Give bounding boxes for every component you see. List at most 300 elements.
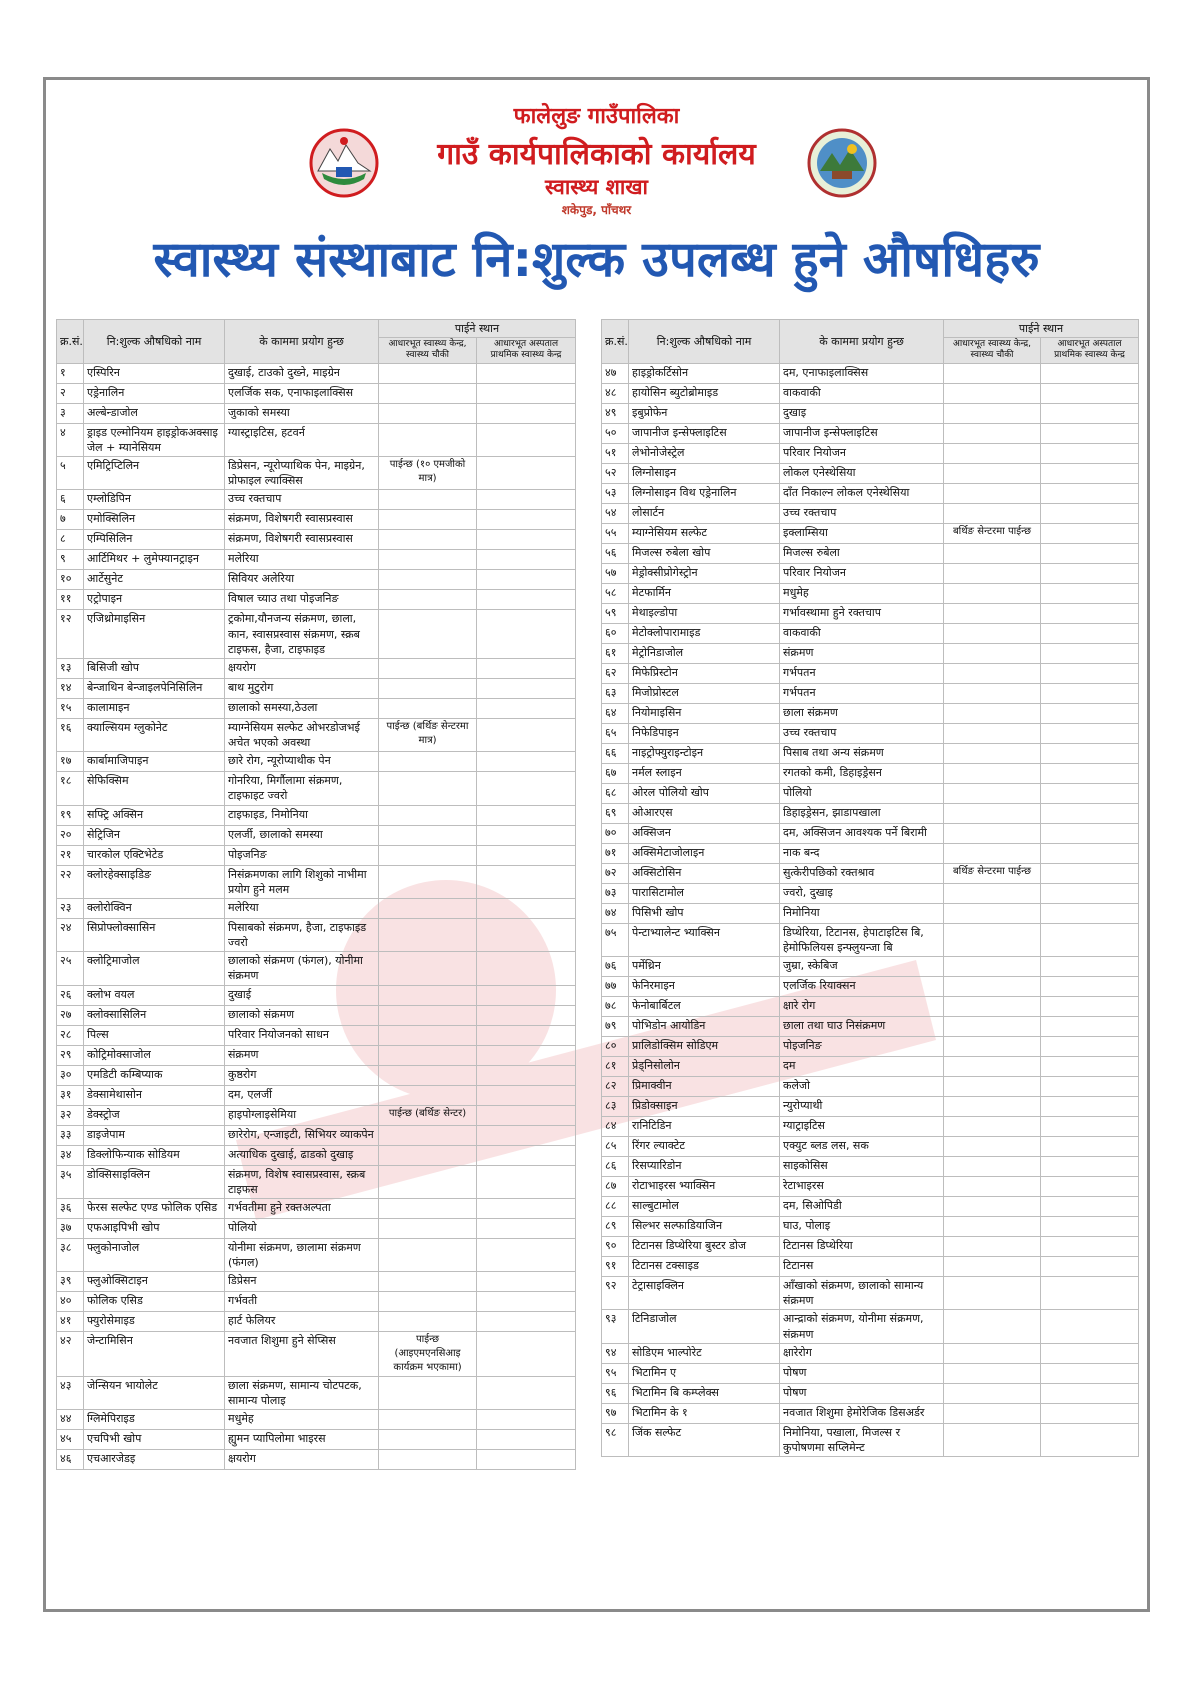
place-health-post <box>944 1137 1041 1157</box>
place-health-post <box>944 463 1041 483</box>
row-serial: ९५ <box>602 1363 629 1383</box>
medicine-use: गर्भपतन <box>780 663 944 683</box>
place-health-post <box>379 898 477 918</box>
table-row <box>57 698 576 718</box>
medicine-name: पर्मेथ्रिन <box>629 957 780 977</box>
place-hospital <box>477 383 576 403</box>
table-row <box>57 1105 576 1125</box>
row-serial: ५४ <box>602 503 629 523</box>
row-serial: ३१ <box>57 1085 84 1105</box>
table-row <box>57 530 576 550</box>
table-row <box>57 1430 576 1450</box>
place-health-post <box>944 1157 1041 1177</box>
place-hospital <box>477 752 576 772</box>
place-hospital <box>1041 723 1139 743</box>
medicine-name: क्लोभ वयल <box>84 985 225 1005</box>
table-row <box>57 1410 576 1430</box>
medicine-name: बिसिजी खोप <box>84 658 225 678</box>
row-serial: १ <box>57 363 84 383</box>
row-serial: ४८ <box>602 383 629 403</box>
medicine-use: नवजात शिशुमा हुने सेप्सिस <box>225 1332 379 1376</box>
table-row <box>602 1277 1139 1310</box>
col-place1-header: आधारभूत स्वास्थ्य केन्द्र, स्वास्थ्य चौकी <box>944 338 1041 364</box>
place-hospital <box>1041 663 1139 683</box>
medicine-use: छाला तथा घाउ निसंक्रमण <box>780 1017 944 1037</box>
table-row <box>57 845 576 865</box>
place-health-post <box>379 590 477 610</box>
place-health-post <box>379 1238 477 1271</box>
place-hospital <box>1041 563 1139 583</box>
place-health-post <box>944 997 1041 1017</box>
place-health-post <box>944 1403 1041 1423</box>
row-serial: २४ <box>57 918 84 951</box>
place-health-post <box>944 543 1041 563</box>
table-row <box>602 563 1139 583</box>
row-serial: १६ <box>57 718 84 751</box>
place-health-post <box>944 423 1041 443</box>
table-row <box>57 1376 576 1409</box>
place-health-post <box>944 363 1041 383</box>
row-serial: ९६ <box>602 1383 629 1403</box>
row-serial: ३८ <box>57 1238 84 1271</box>
place-health-post <box>379 658 477 678</box>
place-health-post <box>944 957 1041 977</box>
place-health-post <box>379 490 477 510</box>
table-row <box>602 1177 1139 1197</box>
medicine-name: प्रालिडोक्सिम सोडिएम <box>629 1037 780 1057</box>
medicine-use: विषाल च्याउ तथा पोइजनिङ <box>225 590 379 610</box>
medicine-use: पोषण <box>780 1383 944 1403</box>
table-row <box>602 663 1139 683</box>
table-row <box>602 923 1139 956</box>
row-serial: ६५ <box>602 723 629 743</box>
place-hospital <box>1041 543 1139 563</box>
col-place2-header: आधारभूत अस्पताल प्राथमिक स्वास्थ्य केन्द्र <box>1041 338 1139 364</box>
row-serial: ५० <box>602 423 629 443</box>
table-row <box>602 523 1139 543</box>
medicine-use: डिप्रेसन <box>225 1272 379 1292</box>
table-row <box>57 570 576 590</box>
place-health-post <box>944 1343 1041 1363</box>
medicine-name: जेन्सियन भायोलेट <box>84 1376 225 1409</box>
place-hospital <box>477 1272 576 1292</box>
medicine-use: पोइजनिङ <box>780 1037 944 1057</box>
medicine-name: क्लोरोक्विन <box>84 898 225 918</box>
place-hospital <box>1041 1057 1139 1077</box>
medicine-name: एमडिटी कम्बिप्याक <box>84 1065 225 1085</box>
row-serial: ८९ <box>602 1217 629 1237</box>
medicine-name: चारकोल एक्टिभेटेड <box>84 845 225 865</box>
office-address: शकेपुड, पाँचथर <box>561 203 632 217</box>
row-serial: १३ <box>57 658 84 678</box>
place-hospital <box>1041 843 1139 863</box>
place-health-post <box>379 698 477 718</box>
place-hospital <box>477 658 576 678</box>
place-health-post <box>379 610 477 659</box>
medicine-name: मेटफार्मिन <box>629 583 780 603</box>
medicine-use: गर्भवती <box>225 1292 379 1312</box>
table-row <box>57 1005 576 1025</box>
medicine-use: क्षारेरोग <box>780 1343 944 1363</box>
medicine-name: एस्पिरिन <box>84 363 225 383</box>
medicine-use: छाला संक्रमण, सामान्य चोटपटक, सामान्य पोलाइ <box>225 1376 379 1409</box>
medicine-use: एलर्जी, छालाको समस्या <box>225 825 379 845</box>
medicine-use: संक्रमण, विशेषगरी स्वासप्रस्वास <box>225 510 379 530</box>
medicine-use: ज्वरो, दुखाइ <box>780 883 944 903</box>
medicine-name: फेनिरमाइन <box>629 977 780 997</box>
municipality-name: फालेलुङ गाउँपालिका <box>513 104 680 129</box>
place-hospital <box>477 845 576 865</box>
row-serial: ६७ <box>602 763 629 783</box>
row-serial: ८ <box>57 530 84 550</box>
place-hospital <box>1041 443 1139 463</box>
medicine-use: कलेजो <box>780 1077 944 1097</box>
table-row <box>57 1045 576 1065</box>
medicine-use: डिहाइड्रेसन, झाडापखाला <box>780 803 944 823</box>
place-health-post: पाईन्छ (बर्थिङ सेन्टर) <box>379 1105 477 1125</box>
medicine-use: मधुमेह <box>225 1410 379 1430</box>
medicine-name: जेन्टामिसिन <box>84 1332 225 1376</box>
table-row <box>602 1383 1139 1403</box>
row-serial: ६३ <box>602 683 629 703</box>
row-serial: १५ <box>57 698 84 718</box>
medicine-name: एचपिभी खोप <box>84 1430 225 1450</box>
table-row <box>57 658 576 678</box>
place-hospital <box>477 457 576 490</box>
col-use-header: के काममा प्रयोग हुन्छ <box>780 320 944 364</box>
place-hospital <box>477 1105 576 1125</box>
place-hospital <box>1041 463 1139 483</box>
row-serial: ७९ <box>602 1017 629 1037</box>
table-row <box>602 977 1139 997</box>
row-serial: ७३ <box>602 883 629 903</box>
medicine-name: ग्लिमेपिराइड <box>84 1410 225 1430</box>
medicine-use: दुखाई, टाउको दुख्ने, माइग्रेन <box>225 363 379 383</box>
medicine-use: छारेरोग, एन्जाइटी, सिभियर व्याकपेन <box>225 1125 379 1145</box>
row-serial: ५२ <box>602 463 629 483</box>
row-serial: ७८ <box>602 997 629 1017</box>
place-hospital <box>477 1430 576 1450</box>
place-hospital <box>477 1292 576 1312</box>
place-hospital <box>477 610 576 659</box>
medicine-use: वाकवाकी <box>780 623 944 643</box>
place-hospital <box>1041 1363 1139 1383</box>
medicine-name: मेथाइल्डोपा <box>629 603 780 623</box>
row-serial: ३६ <box>57 1198 84 1218</box>
table-row <box>602 903 1139 923</box>
medicine-name: टिटानस डिप्थेरिया बुस्टर डोज <box>629 1237 780 1257</box>
medicine-use: क्षारे रोग <box>780 997 944 1017</box>
table-row <box>57 898 576 918</box>
medicine-use: परिवार नियोजनको साधन <box>225 1025 379 1045</box>
table-row <box>57 1085 576 1105</box>
medicine-name: भिटामिन के १ <box>629 1403 780 1423</box>
medicine-use: हाइपोग्लाइसेमिया <box>225 1105 379 1125</box>
place-hospital <box>477 1410 576 1430</box>
row-serial: ५३ <box>602 483 629 503</box>
medicine-use: जुम्रा, स्केबिज <box>780 957 944 977</box>
table-row <box>602 1117 1139 1137</box>
table-row <box>602 703 1139 723</box>
row-serial: २१ <box>57 845 84 865</box>
place-hospital <box>477 805 576 825</box>
place-hospital <box>1041 503 1139 523</box>
medicine-use: एलर्जिक रियाक्सन <box>780 977 944 997</box>
medicine-name: डाइजेपाम <box>84 1125 225 1145</box>
table-row <box>602 863 1139 883</box>
row-serial: ७२ <box>602 863 629 883</box>
medicine-use: मलेरिया <box>225 550 379 570</box>
row-serial: ९१ <box>602 1257 629 1277</box>
place-health-post <box>379 1312 477 1332</box>
place-health-post <box>379 825 477 845</box>
medicine-use: टिटानस डिप्थेरिया <box>780 1237 944 1257</box>
place-health-post <box>379 1292 477 1312</box>
place-health-post <box>379 805 477 825</box>
row-serial: ३ <box>57 403 84 423</box>
table-row <box>602 443 1139 463</box>
medicine-name: नाइट्रोफ्युराइन्टोइन <box>629 743 780 763</box>
table-row <box>602 843 1139 863</box>
row-serial: १४ <box>57 678 84 698</box>
row-serial: ५६ <box>602 543 629 563</box>
medicine-use: जापानीज इन्सेफ्लाइटिस <box>780 423 944 443</box>
place-hospital <box>477 918 576 951</box>
place-health-post <box>944 883 1041 903</box>
medicine-use: रेटाभाइरस <box>780 1177 944 1197</box>
medicine-name: आर्टेसुनेट <box>84 570 225 590</box>
row-serial: ८५ <box>602 1137 629 1157</box>
row-serial: ५९ <box>602 603 629 623</box>
place-health-post <box>944 763 1041 783</box>
place-health-post <box>379 1198 477 1218</box>
medicine-name: मेड्रोक्सीप्रोगेस्ट्रोन <box>629 563 780 583</box>
medicine-use: म्याग्नेसियम सल्फेट ओभरडोजभई अचेत भएको अवस्था <box>225 718 379 751</box>
medicine-use: पोइजनिङ <box>225 845 379 865</box>
table-row <box>57 1312 576 1332</box>
medicine-use: कुष्ठरोग <box>225 1065 379 1085</box>
table-row <box>57 1292 576 1312</box>
place-health-post <box>379 1045 477 1065</box>
medicine-name: क्याल्सियम ग्लुकोनेट <box>84 718 225 751</box>
place-hospital <box>477 865 576 898</box>
place-hospital <box>1041 803 1139 823</box>
place-health-post <box>944 1217 1041 1237</box>
row-serial: ७५ <box>602 923 629 956</box>
row-serial: ७० <box>602 823 629 843</box>
place-hospital <box>477 898 576 918</box>
place-health-post: बर्थिङ सेन्टरमा पाईन्छ <box>944 523 1041 543</box>
place-hospital <box>477 678 576 698</box>
place-health-post <box>379 1145 477 1165</box>
row-serial: ९४ <box>602 1343 629 1363</box>
row-serial: १७ <box>57 752 84 772</box>
medicine-name: एड्रेनालिन <box>84 383 225 403</box>
place-health-post <box>944 1423 1041 1456</box>
place-health-post <box>944 1383 1041 1403</box>
table-row <box>57 550 576 570</box>
medicine-name: फेनोबार्बिटल <box>629 997 780 1017</box>
medicine-name: निफेडिपाइन <box>629 723 780 743</box>
medicine-name: एट्रोपाइन <box>84 590 225 610</box>
medicine-name: एमोक्सिलिन <box>84 510 225 530</box>
medicine-name: ड्राइड एल्मोनियम हाइड्रोकअक्साइ जेल + म्यानेसियम <box>84 423 225 456</box>
row-serial: ११ <box>57 590 84 610</box>
medicine-use: इक्लाम्सिया <box>780 523 944 543</box>
medicine-name: जिंक सल्फेट <box>629 1423 780 1456</box>
place-hospital <box>1041 603 1139 623</box>
table-row <box>57 1125 576 1145</box>
medicine-use: बाथ मुटुरोग <box>225 678 379 698</box>
place-hospital <box>1041 523 1139 543</box>
place-hospital <box>477 1125 576 1145</box>
medicine-use: पोलियो <box>225 1218 379 1238</box>
row-serial: ६८ <box>602 783 629 803</box>
row-serial: ७४ <box>602 903 629 923</box>
table-row <box>602 1137 1139 1157</box>
medicine-name: भिटामिन बि कम्प्लेक्स <box>629 1383 780 1403</box>
medicine-name: भिटामिन ए <box>629 1363 780 1383</box>
table-row <box>602 403 1139 423</box>
place-hospital <box>477 1065 576 1085</box>
table-row <box>602 1403 1139 1423</box>
medicine-name: फ्युरोसेमाइड <box>84 1312 225 1332</box>
place-health-post <box>944 483 1041 503</box>
place-hospital <box>1041 1257 1139 1277</box>
medicine-use: दम, एलर्जी <box>225 1085 379 1105</box>
place-health-post <box>379 1376 477 1409</box>
place-hospital <box>1041 923 1139 956</box>
place-health-post <box>379 918 477 951</box>
medicine-use: अत्याधिक दुखाई, ढाडको दुखाइ <box>225 1145 379 1165</box>
place-hospital <box>477 1045 576 1065</box>
medicine-use: नाक बन्द <box>780 843 944 863</box>
place-health-post <box>944 1257 1041 1277</box>
row-serial: ९० <box>602 1237 629 1257</box>
table-row <box>602 363 1139 383</box>
place-health-post <box>944 1197 1041 1217</box>
medicine-use: मिजल्स रुबेला <box>780 543 944 563</box>
table-row <box>57 403 576 423</box>
medicine-use: संक्रमण, विशेषगरी स्वासप्रस्वास <box>225 530 379 550</box>
row-serial: ४५ <box>57 1430 84 1450</box>
place-health-post <box>944 1363 1041 1383</box>
place-health-post <box>944 1277 1041 1310</box>
table-row <box>57 952 576 985</box>
medicine-name: नियोमाइसिन <box>629 703 780 723</box>
medicine-use: उच्च रक्तचाप <box>780 723 944 743</box>
place-hospital <box>1041 683 1139 703</box>
place-health-post <box>944 1310 1041 1343</box>
table-row <box>602 723 1139 743</box>
medicine-use: ट्रकोमा,यौनजन्य संक्रमण, छाला, कान, स्वासप्रस्वास संक्रमण, स्क्रब टाइफस, हैजा, टाइफाइड <box>225 610 379 659</box>
place-hospital <box>477 570 576 590</box>
table-row <box>57 1198 576 1218</box>
medicine-use: मलेरिया <box>225 898 379 918</box>
row-serial: ३९ <box>57 1272 84 1292</box>
medicine-name: एजिथ्रोमाइसिन <box>84 610 225 659</box>
place-health-post <box>379 1165 477 1198</box>
table-row <box>57 1450 576 1470</box>
medicine-use: छाला संक्रमण <box>780 703 944 723</box>
medicine-use: पिसाब तथा अन्य संक्रमण <box>780 743 944 763</box>
medicine-use: क्षयरोग <box>225 1450 379 1470</box>
place-hospital <box>1041 903 1139 923</box>
row-serial: २ <box>57 383 84 403</box>
row-serial: ४६ <box>57 1450 84 1470</box>
row-serial: ८३ <box>602 1097 629 1117</box>
table-row <box>602 1197 1139 1217</box>
row-serial: ७१ <box>602 843 629 863</box>
medicine-use: योनीमा संक्रमण, छालामा संक्रमण (फंगल) <box>225 1238 379 1271</box>
row-serial: ७६ <box>602 957 629 977</box>
medicine-name: डेक्स्ट्रोज <box>84 1105 225 1125</box>
medicine-name: लेभोनोजेस्ट्रेल <box>629 443 780 463</box>
table-row <box>57 865 576 898</box>
place-hospital <box>477 530 576 550</box>
row-serial: ८८ <box>602 1197 629 1217</box>
place-health-post <box>379 403 477 423</box>
medicine-name: टेट्रासाइक्लिन <box>629 1277 780 1310</box>
place-health-post <box>944 1177 1041 1197</box>
place-health-post <box>379 985 477 1005</box>
place-health-post <box>944 823 1041 843</box>
medicine-name: एफआइपिभी खोप <box>84 1218 225 1238</box>
place-health-post <box>379 1025 477 1045</box>
medicine-name: सिल्भर सल्फाडियाजिन <box>629 1217 780 1237</box>
place-hospital <box>1041 383 1139 403</box>
medicine-name: डोक्सिसाइक्लिन <box>84 1165 225 1198</box>
table-row <box>602 1037 1139 1057</box>
place-hospital <box>477 1145 576 1165</box>
row-serial: ८६ <box>602 1157 629 1177</box>
medicine-use: दम <box>780 1057 944 1077</box>
medicine-name: प्रिडोक्साइन <box>629 1097 780 1117</box>
medicine-name: फोलिक एसिड <box>84 1292 225 1312</box>
medicine-use: छालाको संक्रमण <box>225 1005 379 1025</box>
poster-header <box>46 80 1147 295</box>
place-hospital <box>1041 1310 1139 1343</box>
row-serial: ९३ <box>602 1310 629 1343</box>
row-serial: ४३ <box>57 1376 84 1409</box>
place-hospital <box>477 772 576 805</box>
place-hospital <box>1041 1097 1139 1117</box>
medicine-table-right <box>601 319 1139 1457</box>
table-row <box>57 490 576 510</box>
place-hospital <box>1041 583 1139 603</box>
place-health-post <box>379 952 477 985</box>
office-name: गाउँ कार्यपालिकाको कार्यालय <box>437 137 756 172</box>
medicine-name: म्याग्नेसियम सल्फेट <box>629 523 780 543</box>
medicine-name: एचआरजेडइ <box>84 1450 225 1470</box>
table-row <box>602 623 1139 643</box>
place-health-post <box>944 1237 1041 1257</box>
medicine-use: गोनरिया, मिर्गौलामा संक्रमण, टाइफाइट ज्वरो <box>225 772 379 805</box>
place-health-post <box>379 530 477 550</box>
medicine-use: टिटानस <box>780 1257 944 1277</box>
medicine-use: ग्यास्ट्राइटिस, हटवर्न <box>225 423 379 456</box>
medicine-name: पोभिडोन आयोडिन <box>629 1017 780 1037</box>
table-row <box>602 1157 1139 1177</box>
medicine-name: हायोसिन ब्युटोब्रोमाइड <box>629 383 780 403</box>
table-row <box>57 1025 576 1045</box>
table-row <box>602 423 1139 443</box>
medicine-name: सोडिएम भाल्पोरेट <box>629 1343 780 1363</box>
table-row <box>57 1332 576 1376</box>
place-hospital <box>477 1238 576 1271</box>
medicine-name: टिटानस टक्साइड <box>629 1257 780 1277</box>
medicine-name: पिल्स <box>84 1025 225 1045</box>
